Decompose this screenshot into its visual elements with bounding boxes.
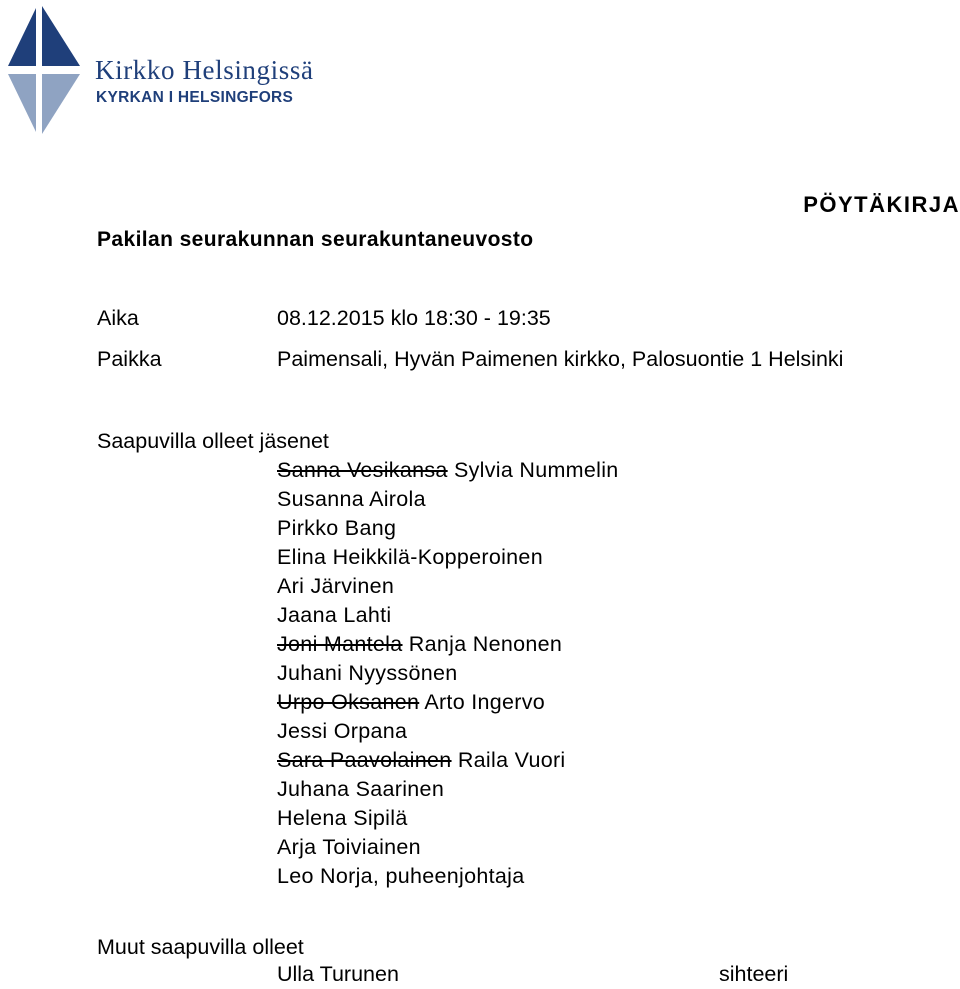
struck-name: Joni Mantela <box>277 632 403 656</box>
list-item <box>277 746 619 775</box>
others-section-label: Muut saapuvilla olleet <box>97 935 304 959</box>
member-name: Elina Heikkilä-Kopperoinen <box>277 545 543 569</box>
time-label: Aika <box>97 306 139 330</box>
logo-title: Kirkko Helsingissä <box>95 55 314 85</box>
member-name: Susanna Airola <box>277 487 426 511</box>
list-item <box>277 833 619 862</box>
list-item <box>277 601 619 630</box>
member-name: Juhani Nyyssönen <box>277 661 458 685</box>
member-name: Arja Toiviainen <box>277 835 421 859</box>
list-item <box>277 717 619 746</box>
member-name: Pirkko Bang <box>277 516 397 540</box>
logo-subtitle: KYRKAN I HELSINGFORS <box>96 89 294 106</box>
members-section-label: Saapuvilla olleet jäsenet <box>97 429 329 453</box>
member-name: Sylvia Nummelin <box>453 458 619 482</box>
member-name: Leo Norja, puheenjohtaja <box>277 864 525 888</box>
list-item <box>277 659 619 688</box>
member-name: Juhana Saarinen <box>277 777 445 801</box>
struck-name: Sara Paavolainen <box>277 748 452 772</box>
list-item <box>277 775 619 804</box>
list-item <box>277 456 619 485</box>
time-value: 08.12.2015 klo 18:30 - 19:35 <box>277 306 551 330</box>
church-logo <box>0 0 400 140</box>
list-item <box>277 630 619 659</box>
list-item <box>277 862 619 891</box>
member-name: Helena Sipilä <box>277 806 408 830</box>
cross-sail-emblem <box>0 0 90 140</box>
organization-title: Pakilan seurakunnan seurakuntaneuvosto <box>97 228 534 251</box>
secretary-name: Ulla Turunen <box>277 962 399 986</box>
member-name: Ranja Nenonen <box>408 632 563 656</box>
member-name: Jaana Lahti <box>277 603 392 627</box>
struck-name: Urpo Oksanen <box>277 690 420 714</box>
members-list <box>277 456 619 891</box>
list-item <box>277 514 619 543</box>
list-item <box>277 572 619 601</box>
member-name: Arto Ingervo <box>424 690 546 714</box>
document-type: PÖYTÄKIRJA <box>803 192 960 217</box>
struck-name: Sanna Vesikansa <box>277 458 448 482</box>
place-value: Paimensali, Hyvän Paimenen kirkko, Palosuontie 1 Helsinki <box>277 347 844 371</box>
member-name: Jessi Orpana <box>277 719 408 743</box>
member-name: Raila Vuori <box>457 748 566 772</box>
list-item <box>277 804 619 833</box>
list-item <box>277 485 619 514</box>
place-label: Paikka <box>97 347 162 371</box>
member-name: Ari Järvinen <box>277 574 395 598</box>
list-item <box>277 543 619 572</box>
secretary-role: sihteeri <box>719 962 789 986</box>
list-item <box>277 688 619 717</box>
